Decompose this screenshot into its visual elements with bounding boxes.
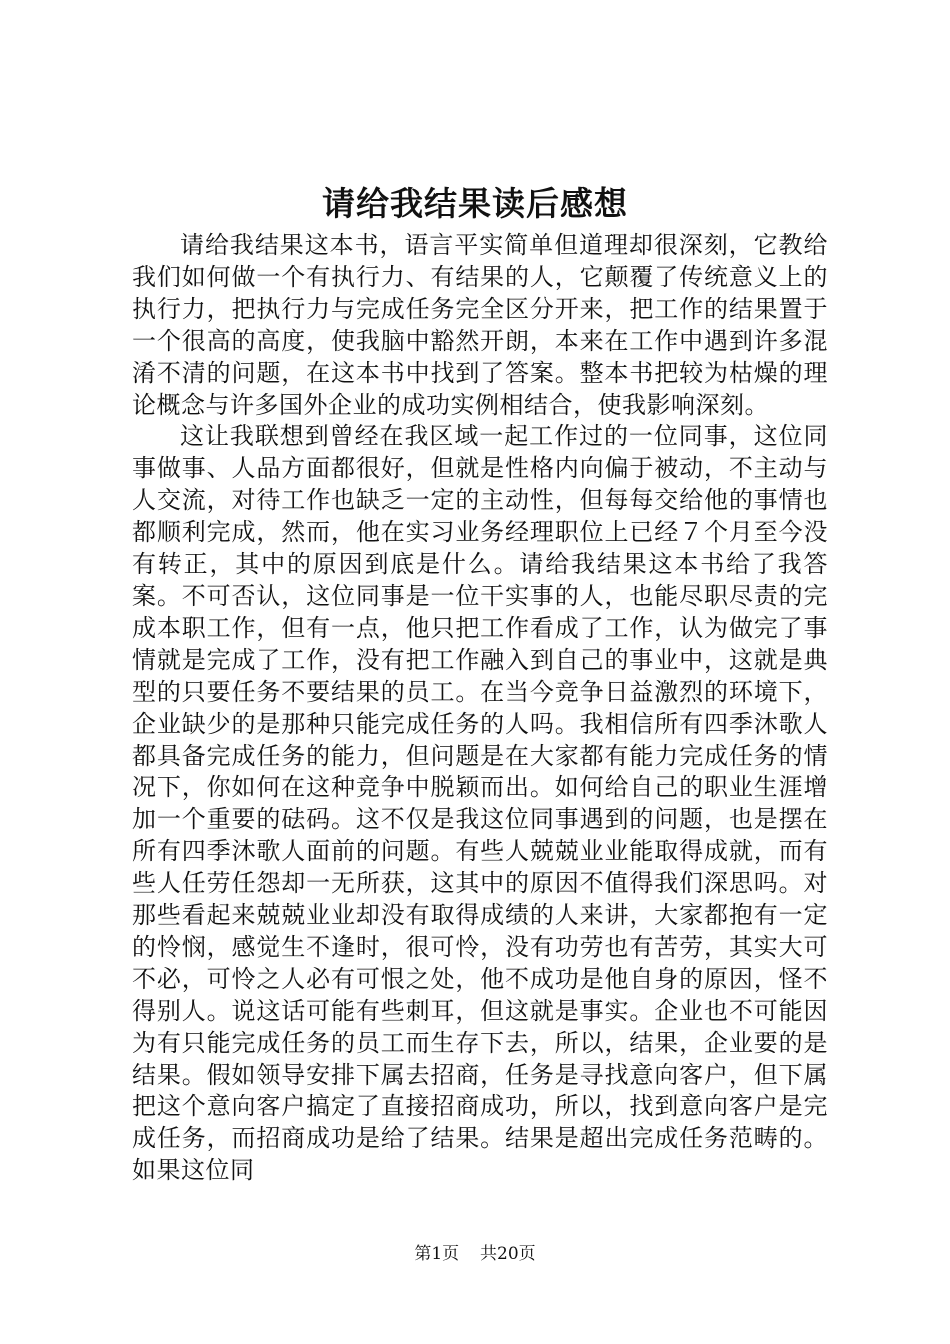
paragraph-2: 这让我联想到曾经在我区域一起工作过的一位同事，这位同事做事、人品方面都很好，但就是性格内向偏于被动，不主动与人交流，对待工作也缺乏一定的主动性，但每每交给他的事情也都顺利完成，然而，他在实习业务经理职位上已经７个月至今没有转正，其中的原因到底是什么。请给我结果这本书给了我答案。不可否认，这位同事是一位干实事的人，也能尽职尽责的完成本职工作，但有一点，他只把工作看成了工作，认为做完了事情就是完成了工作，没有把工作融入到自己的事业中，这就是典型的只要任务不要结果的员工。在当今竞争日益激烈的环境下，企业缺少的是那种只能完成任务的人吗。我相信所有四季沐歌人都具备完成任务的能力，但问题是在大家都有能力完成任务的情况下，你如何在这种竞争中脱颖而出。如何给自己的职业生涯增加一个重要的砝码。这不仅是我这位同事遇到的问题，也是摆在所有四季沐歌人面前的问题。有些人兢兢业业能取得成就，而有些人任劳任怨却一无所获，这其中的原因不值得我们深思吗。对那些看起来兢兢业业却没有取得成绩的人来讲，大家都抱有一定的怜悯，感觉生不逢时，很可怜，没有功劳也有苦劳，其实大可不必，可怜之人必有可恨之处，他不成功是他自身的原因，怪不得别人。说这话可能有些刺耳，但这就是事实。企业也不可能因为有只能完成任务的员工而生存下去，所以，结果，企业要的是结果。假如领导安排下属去招商，任务是寻找意向客户，但下属把这个意向客户搞定了直接招商成功，所以，找到意向客户是完成任务，而招商成功是给了结果。结果是超出完成任务范畴的。如果这位同 bbox=[132, 422, 828, 1185]
paragraph-1: 请给我结果这本书，语言平实简单但道理却很深刻，它教给我们如何做一个有执行力、有结果的人，它颠覆了传统意义上的执行力，把执行力与完成任务完全区分开来，把工作的结果置于一个很高的高度，使我脑中豁然开朗，本来在工作中遇到许多混淆不清的问题，在这本书中找到了答案。整本书把较为枯燥的理论概念与许多国外企业的成功实例相结合，使我影响深刻。 bbox=[132, 231, 828, 419]
page-number: 第1页 bbox=[414, 1244, 460, 1264]
page-total: 共20页 bbox=[480, 1244, 536, 1264]
document-body bbox=[132, 230, 828, 1187]
document-title: 请给我结果读后感想 bbox=[322, 184, 628, 223]
page-footer bbox=[0, 1242, 950, 1266]
